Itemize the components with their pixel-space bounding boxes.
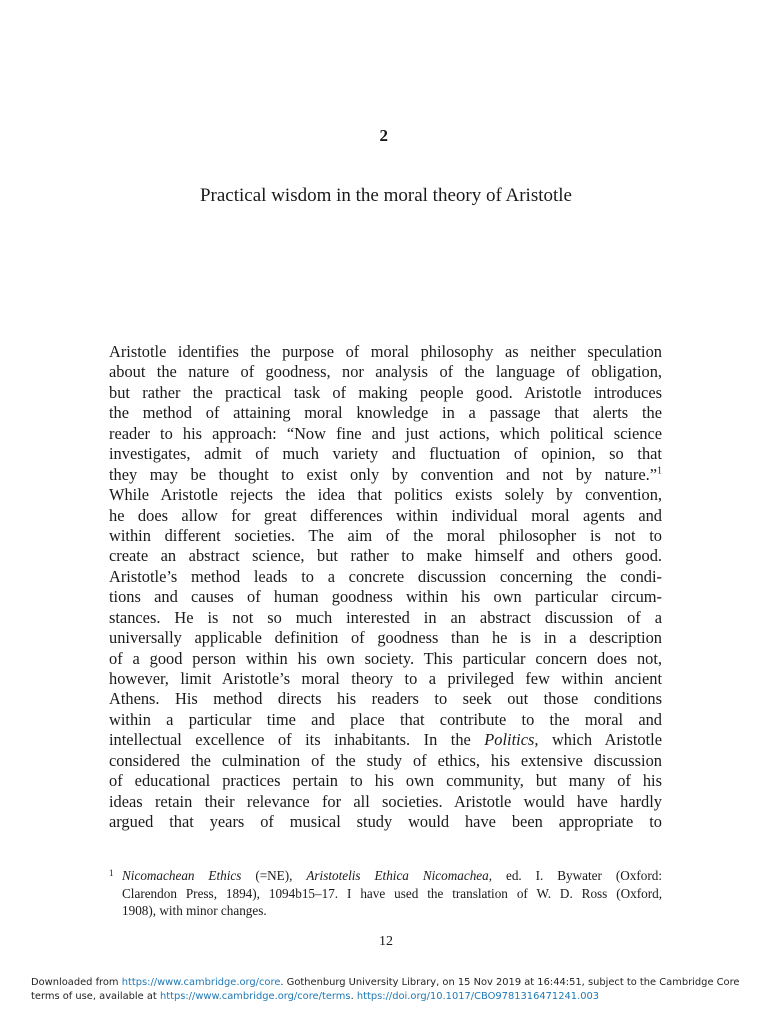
- cambridge-core-link[interactable]: https://www.cambridge.org/core: [121, 977, 281, 988]
- footnote-text: , ed. I. Bywater (Oxford:: [488, 868, 662, 883]
- body-line: considered the culmination of the study of ethics, his extensive discussion: [109, 750, 662, 770]
- body-line: While Aristotle rejects the idea that politics exists solely by convention,: [109, 485, 662, 505]
- chapter-number: 2: [379, 126, 389, 145]
- footnote-body: [122, 867, 662, 920]
- italic-title-politics: Politics,: [484, 730, 539, 750]
- download-prefix: Downloaded from: [31, 977, 122, 988]
- body-line: investigates, admit of much variety and fluctuation of opinion, so that: [109, 444, 662, 464]
- body-line: however, limit Aristotle’s moral theory to a privileged few within ancient: [109, 669, 662, 688]
- body-line: of a good person within his own society. This particular concern does not,: [109, 648, 662, 668]
- body-line: universally applicable definition of goodness than he is in a description: [109, 628, 662, 648]
- body-line: but rather the practical task of making people good. Aristotle introduces: [109, 382, 662, 402]
- body-line: the method of attaining moral knowledge in a passage that alerts the: [109, 403, 662, 423]
- footnote-text: (=NE),: [241, 868, 307, 883]
- body-line-text: which Aristotle: [538, 730, 662, 750]
- footnote-italic-title: Nicomachean Ethics: [122, 868, 242, 883]
- body-line: he does allow for great differences within individual moral agents and: [109, 505, 662, 525]
- body-line: reader to his approach: “Now fine and just actions, which political science: [109, 423, 662, 443]
- body-line: stances. He is not so much interested in an abstract discussion of a: [109, 607, 662, 627]
- download-notice: [31, 976, 751, 1004]
- footnote-line: 1908), with minor changes.: [122, 903, 267, 918]
- footnote-number: 1: [109, 868, 114, 878]
- footnote-line: Clarendon Press, 1894), 1094b15–17. I have used the translation of W. D. Ross (Oxford,: [122, 885, 662, 901]
- body-line: Aristotle’s method leads to a concrete discussion concerning the condi-: [109, 566, 662, 586]
- body-line: argued that years of musical study would have been appropriate to: [109, 812, 662, 832]
- page-number: 12: [379, 934, 393, 949]
- body-line: create an abstract science, but rather to make himself and others good.: [109, 546, 662, 566]
- link-separator: .: [350, 991, 357, 1002]
- body-line-with-italic: [109, 730, 662, 750]
- doi-link[interactable]: https://doi.org/10.1017/CBO9781316471241.003: [356, 991, 600, 1002]
- body-line-with-footnote: [109, 465, 662, 485]
- footnote-italic-latin: Aristotelis Ethica Nicomachea: [306, 868, 489, 883]
- body-line: tions and causes of human goodness within his own particular circum-: [109, 587, 662, 607]
- body-line: Aristotle identifies the purpose of moral philosophy as neither speculation: [109, 342, 662, 361]
- body-line: about the nature of goodness, nor analysis of the language of obligation,: [109, 362, 662, 382]
- download-middle: . Gothenburg University Library, on 15 Nov 2019 at 16:44:51, subject to the Cambridge Core: [280, 977, 740, 988]
- body-line: within a particular time and place that contribute to the moral and: [109, 709, 662, 729]
- download-notice-line-2: [31, 990, 751, 1004]
- terms-prefix: terms of use, available at: [31, 991, 160, 1002]
- body-line: Athens. His method directs his readers to seek out those conditions: [109, 689, 662, 709]
- body-line-text: intellectual excellence of its inhabitants. In the: [109, 730, 485, 750]
- footnote-line: [122, 867, 662, 885]
- body-line: ideas retain their relevance for all societies. Aristotle would have hardly: [109, 791, 662, 811]
- download-notice-line-1: [31, 976, 751, 990]
- terms-link[interactable]: https://www.cambridge.org/core/terms: [159, 991, 351, 1002]
- chapter-title: Practical wisdom in the moral theory of Aristotle: [199, 185, 572, 206]
- body-line-text: they may be thought to exist only by convention and not by nature.”: [109, 464, 657, 484]
- footnote-reference[interactable]: 1: [657, 465, 662, 477]
- body-line: of educational practices pertain to his own community, but many of his: [109, 771, 662, 791]
- body-text: [109, 342, 662, 833]
- body-line: within different societies. The aim of the moral philosopher is not to: [109, 525, 662, 545]
- footnote: [109, 867, 662, 920]
